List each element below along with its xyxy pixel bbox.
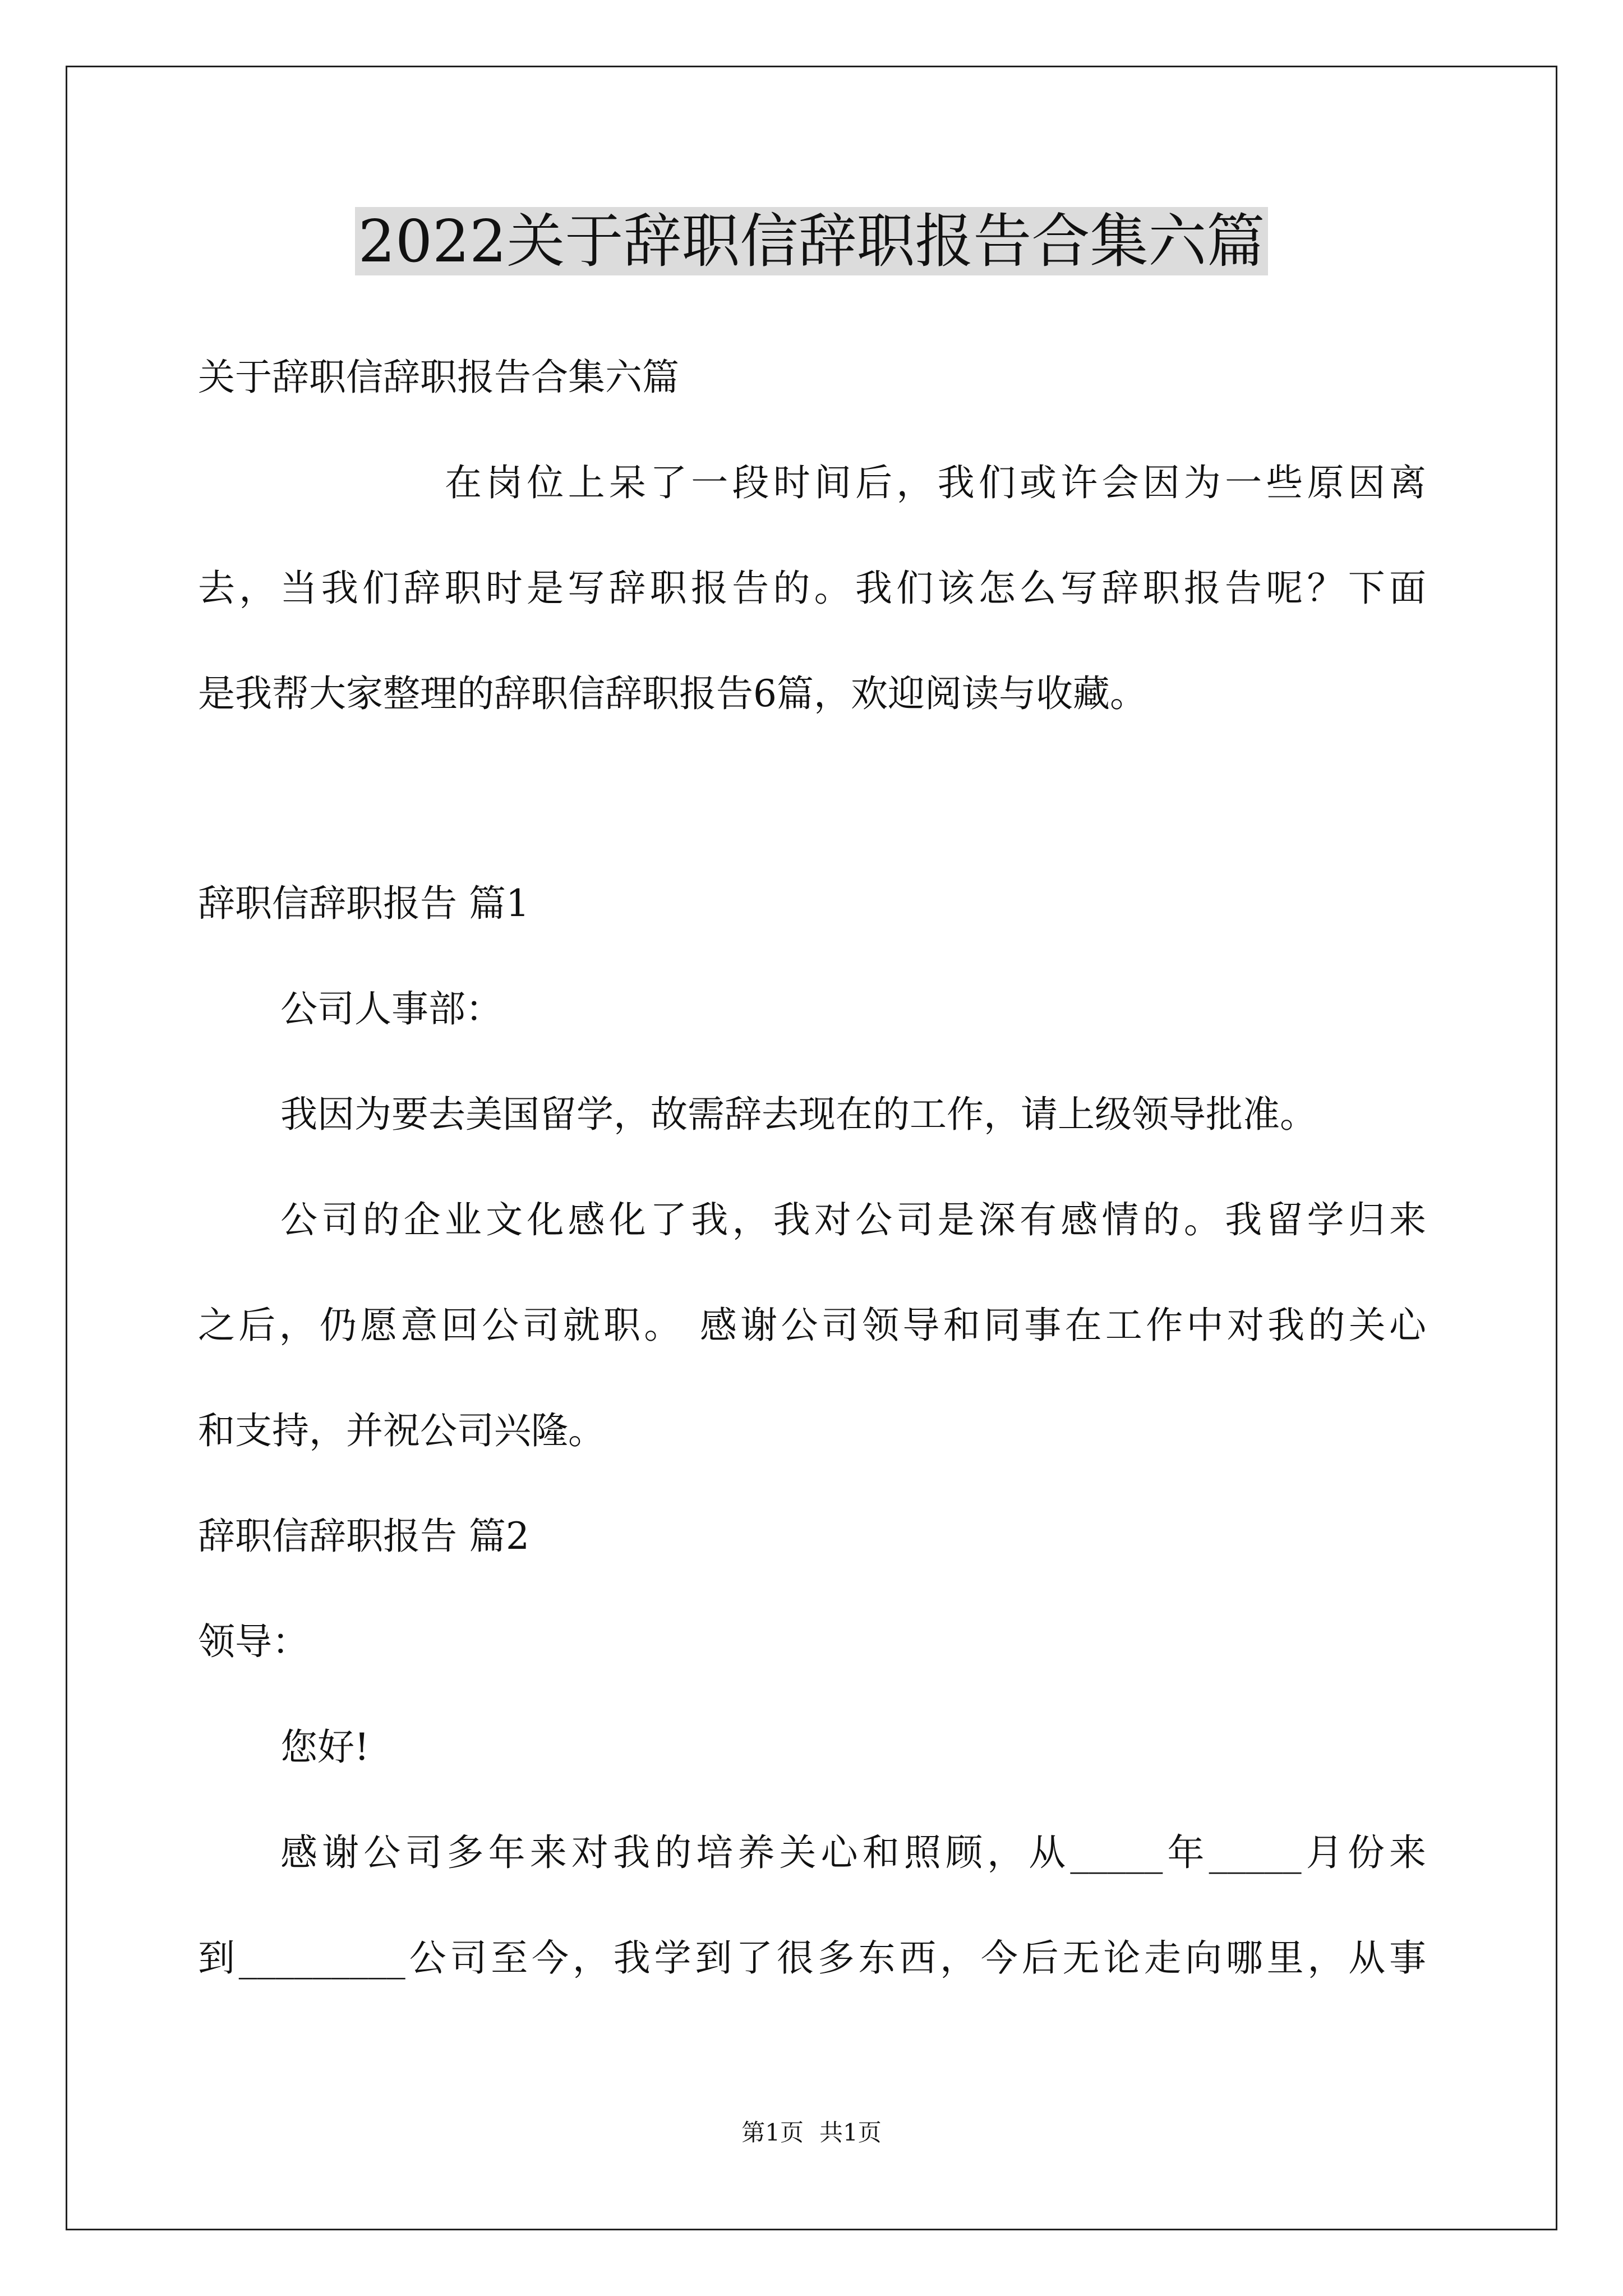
intro-line-3: 是我帮大家整理的辞职信辞职报告6篇，欢迎阅读与收藏。 bbox=[198, 672, 1147, 715]
intro-line-2: 去，当我们辞职时是写辞职报告的。我们该怎么写辞职报告呢？下面 bbox=[198, 567, 1426, 610]
intro-line-1: 在岗位上呆了一段时间后，我们或许会因为一些原因离 bbox=[445, 461, 1426, 504]
salutation-1: 公司人事部： bbox=[280, 987, 502, 1030]
greeting-line: 您好! bbox=[280, 1726, 370, 1769]
body-line-6: 到_________公司至今，我学到了很多东西，今后无论走向哪里，从事 bbox=[198, 1936, 1426, 1980]
body-line-5: 感谢公司多年来对我的培养关心和照顾，从_____年_____月份来 bbox=[280, 1831, 1426, 1874]
document-title: 2022关于辞职信辞职报告合集六篇 bbox=[0, 202, 1623, 280]
salutation-2: 领导： bbox=[198, 1620, 309, 1663]
body-line-3: 之后，仍愿意回公司就职。 感谢公司领导和同事在工作中对我的关心 bbox=[198, 1304, 1426, 1347]
page-number: 第1页 bbox=[741, 2119, 804, 2146]
body-line-4: 和支持，并祝公司兴隆。 bbox=[198, 1409, 605, 1452]
section-heading-1: 辞职信辞职报告 篇1 bbox=[198, 882, 529, 925]
page-footer bbox=[0, 2116, 1623, 2150]
body-line-1: 我因为要去美国留学，故需辞去现在的工作，请上级领导批准。 bbox=[280, 1093, 1317, 1136]
page-total: 共1页 bbox=[819, 2119, 882, 2146]
subtitle-line: 关于辞职信辞职报告合集六篇 bbox=[198, 356, 679, 399]
body-line-2: 公司的企业文化感化了我，我对公司是深有感情的。我留学归来 bbox=[280, 1198, 1426, 1241]
section-heading-2: 辞职信辞职报告 篇2 bbox=[198, 1515, 529, 1558]
